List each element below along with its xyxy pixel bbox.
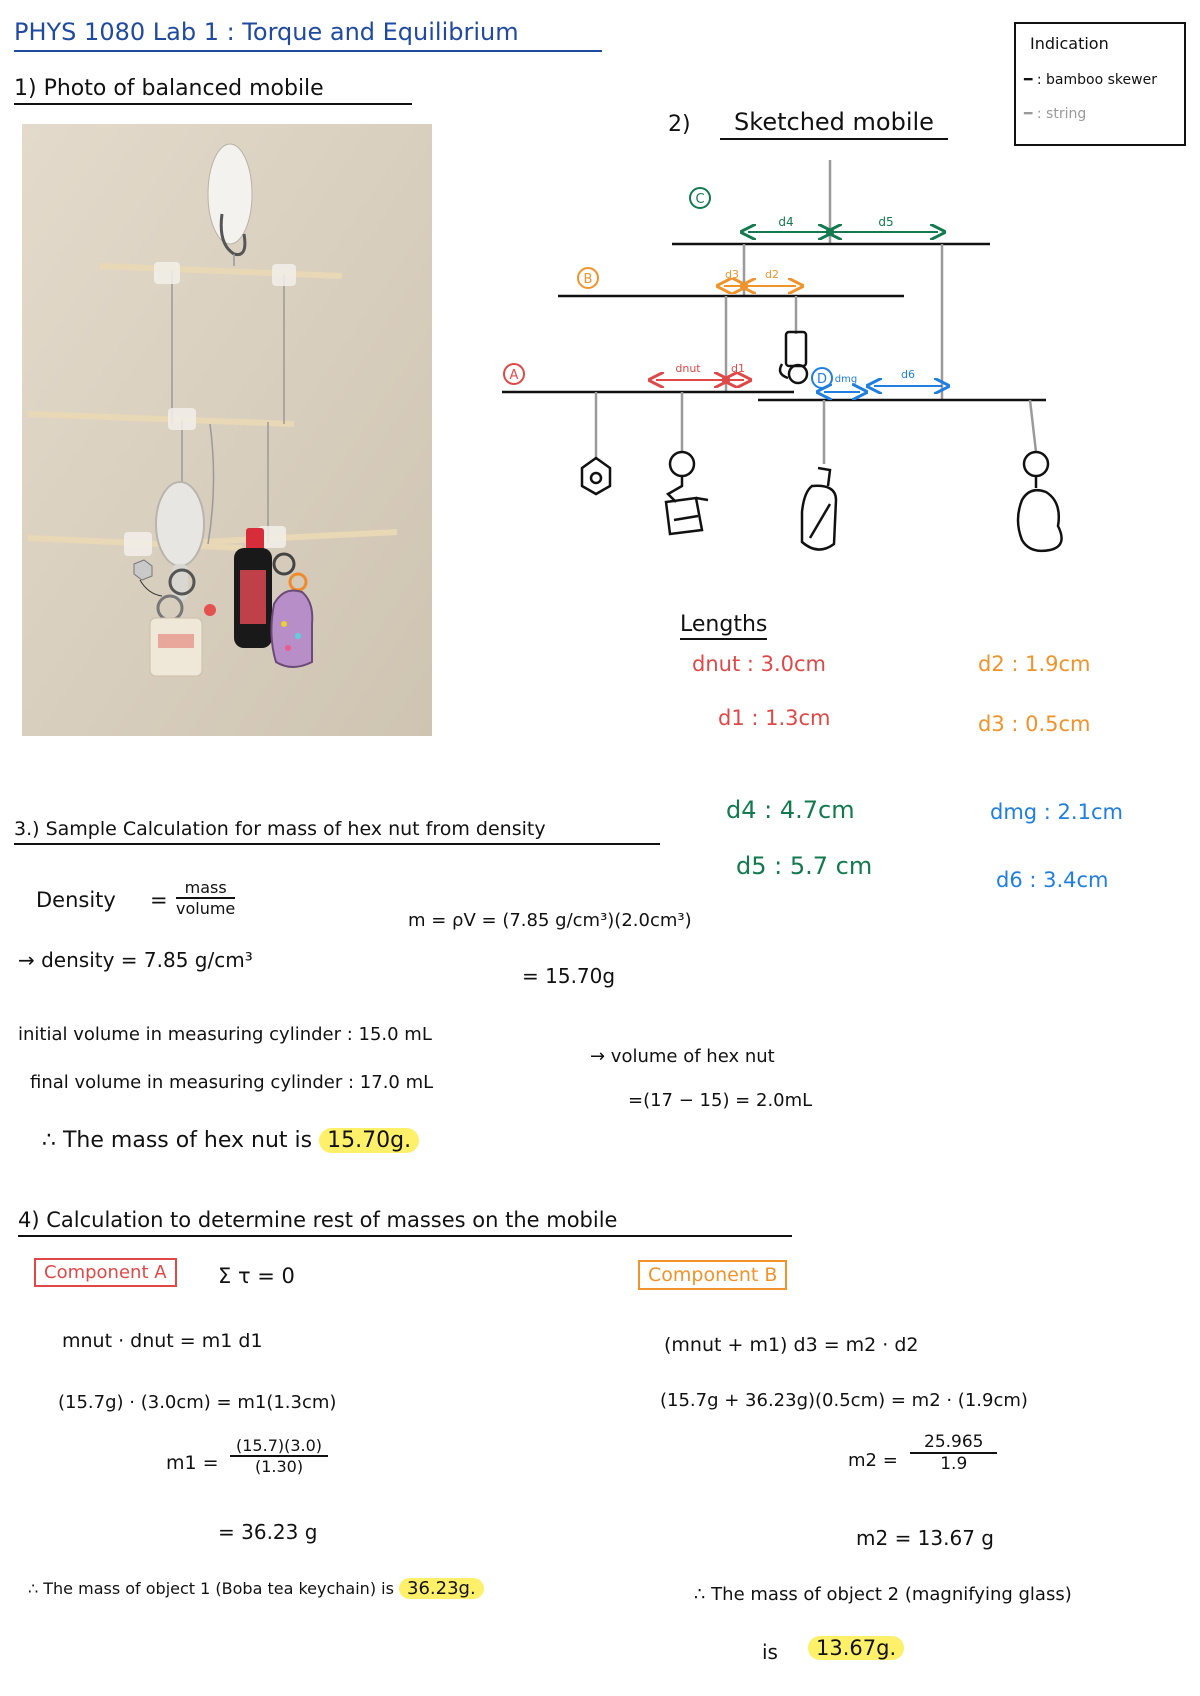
section-2-heading: Sketched mobile	[720, 108, 948, 140]
section-1-heading: 1) Photo of balanced mobile	[14, 76, 412, 105]
volume-arrow: → volume of hex nut	[590, 1046, 775, 1067]
mass-result: = 15.70g	[522, 964, 616, 988]
component-a-box: Component A	[34, 1258, 177, 1287]
mobile-photo	[22, 124, 432, 736]
comp-b-fraction-numerator: 25.965	[910, 1432, 997, 1454]
comp-a-fraction-numerator: (15.7)(3.0)	[230, 1436, 328, 1457]
comp-a-conclusion	[28, 1578, 484, 1599]
label-c: C	[695, 192, 705, 207]
density-label: Density	[36, 888, 116, 912]
length-d1: d1 : 1.3cm	[718, 706, 831, 730]
comp-a-line1: mnut · dnut = m1 d1	[62, 1330, 263, 1352]
length-d6: d6 : 3.4cm	[996, 868, 1109, 892]
fraction-numerator: mass	[176, 878, 235, 899]
comp-a-result: = 36.23 g	[218, 1520, 318, 1544]
legend-box	[1014, 22, 1186, 146]
section-3-heading: 3.) Sample Calculation for mass of hex nut from density	[14, 818, 660, 845]
length-d2: d2 : 1.9cm	[978, 652, 1091, 676]
comp-b-is: is	[762, 1640, 778, 1664]
sum-torque: Σ τ = 0	[218, 1264, 295, 1288]
label-d: D	[816, 372, 828, 387]
length-d5: d5 : 5.7 cm	[736, 852, 873, 880]
comp-a-line2: (15.7g) · (3.0cm) = m1(1.3cm)	[58, 1392, 337, 1413]
bottle-sketch	[802, 468, 836, 550]
mobile-photo-illustration	[22, 124, 432, 736]
page-title: PHYS 1080 Lab 1 : Torque and Equilibrium	[14, 18, 602, 52]
volume-calc: =(17 − 15) = 2.0mL	[628, 1090, 813, 1111]
object1-mass-highlight: 36.23g.	[399, 1578, 484, 1599]
fraction-denominator: volume	[176, 899, 236, 918]
dim-d2-label: d2	[765, 268, 779, 281]
object2-mass-highlight: 13.67g.	[808, 1636, 904, 1660]
comp-a-conclusion-text: ∴ The mass of object 1 (Boba tea keychain) is	[28, 1579, 394, 1598]
length-dnut: dnut : 3.0cm	[692, 652, 827, 676]
hex-nut-sketch	[582, 458, 610, 494]
comp-b-line2: (15.7g + 36.23g)(0.5cm) = m2 · (1.9cm)	[660, 1390, 1028, 1411]
length-d3: d3 : 0.5cm	[978, 712, 1091, 736]
section-2-number: 2)	[668, 112, 691, 137]
density-equals: =	[150, 888, 168, 912]
legend-row-string: ━ : string	[1024, 106, 1087, 122]
dim-dmg-label: dmg	[834, 374, 858, 385]
dim-d6-label: d6	[901, 368, 915, 381]
string-d-cat	[1030, 400, 1036, 452]
comp-a-fraction-denominator: (1.30)	[254, 1457, 304, 1476]
comp-a-fraction	[230, 1436, 328, 1476]
comp-a-m1-label: m1 =	[166, 1452, 219, 1474]
hex-nut-mass-highlight: 15.70g.	[319, 1128, 419, 1153]
component-b-box: Component B	[638, 1260, 787, 1290]
dim-d4-label: d4	[778, 215, 794, 229]
dim-d5-label: d5	[878, 215, 894, 229]
length-dmg: dmg : 2.1cm	[990, 800, 1123, 824]
comp-b-fraction	[910, 1432, 997, 1474]
density-value: → density = 7.85 g/cm³	[18, 948, 253, 972]
final-volume: final volume in measuring cylinder : 17.0 mL	[30, 1072, 434, 1093]
density-fraction	[176, 878, 235, 918]
label-a: A	[509, 368, 519, 383]
hex-nut-conclusion-text: ∴ The mass of hex nut is	[42, 1128, 313, 1153]
dim-d3-label: d3	[725, 268, 739, 281]
magnifying-glass-sketch	[780, 332, 807, 383]
legend-row-skewer: ━ : bamboo skewer	[1024, 72, 1157, 88]
label-b: B	[583, 272, 593, 287]
mass-equation: m = ρV = (7.85 g/cm³)(2.0cm³)	[408, 910, 692, 931]
section-4-heading: 4) Calculation to determine rest of masses on the mobile	[18, 1208, 792, 1237]
sketched-mobile-diagram	[490, 160, 1170, 620]
hex-nut-conclusion	[42, 1128, 419, 1153]
legend-title: Indication	[1030, 34, 1109, 53]
boba-tea-sketch	[666, 452, 708, 534]
comp-b-fraction-denominator: 1.9	[940, 1454, 968, 1474]
comp-b-conclusion: ∴ The mass of object 2 (magnifying glass)	[694, 1584, 1072, 1605]
cat-sketch	[1018, 452, 1062, 551]
lengths-heading: Lengths	[680, 612, 767, 640]
comp-b-result: m2 = 13.67 g	[856, 1526, 994, 1550]
comp-b-m2-label: m2 =	[848, 1450, 898, 1471]
initial-volume: initial volume in measuring cylinder : 15.0 mL	[18, 1024, 432, 1045]
dim-dnut-label: dnut	[675, 362, 701, 375]
comp-b-line1: (mnut + m1) d3 = m2 · d2	[664, 1334, 919, 1356]
length-d4: d4 : 4.7cm	[726, 796, 855, 824]
dim-d1-label: d1	[731, 362, 745, 375]
